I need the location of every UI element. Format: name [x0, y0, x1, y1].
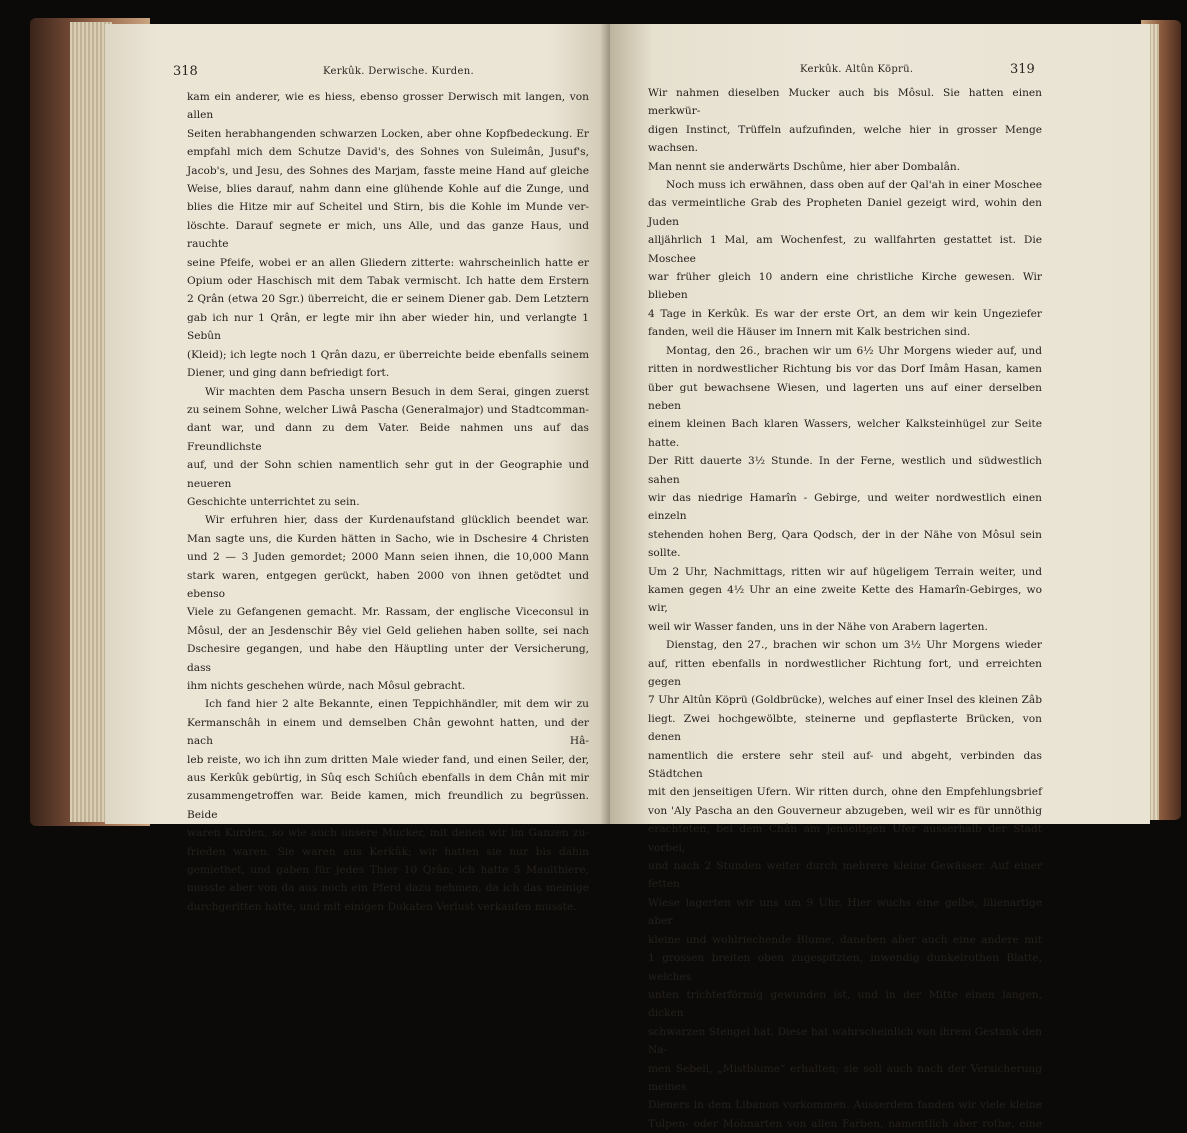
- text-line: blies die Hitze mir auf Scheitel und Stirn, bis die Kohle im Munde ver-: [187, 201, 589, 214]
- text-line: durchgeritten hatte, und mit einigen Dukaten Verlust verkaufen musste.: [187, 900, 577, 913]
- text-line: Kermanschâh in einem und demselben Chân gewohnt hatten, und der nach Hâ-: [187, 716, 589, 748]
- text-line: gab ich nur 1 Qrân, er legte mir ihn aber wieder hin, und verlangte 1 Sebûn: [187, 311, 589, 343]
- running-head: Kerkûk. Derwische. Kurden.: [323, 66, 474, 77]
- text-line: Montag, den 26., brachen wir um 6½ Uhr Morgens wieder auf, und: [666, 344, 1042, 357]
- text-line: empfahl mich dem Schutze David's, des Sohnes von Suleimân, Jusuf's,: [187, 146, 589, 159]
- text-line: Diener, und ging dann befriedigt fort.: [187, 367, 390, 380]
- text-line: Wir erfuhren hier, dass der Kurdenaufstand glücklich beendet war.: [205, 514, 589, 527]
- text-line: 1 grossen breiten oben zugespitzten, inwendig dunkelrothen Blatte, welches: [648, 952, 1042, 983]
- text-line: und 2 — 3 Juden gemordet; 2000 Mann seien ihnen, die 10,000 Mann: [187, 551, 589, 564]
- page-number: 319: [1010, 62, 1035, 77]
- left-page: [105, 24, 610, 913]
- text-line: men Sebeli, „Mistblume“ erhalten; sie soll auch nach der Versicherung meines: [648, 1062, 1042, 1093]
- text-line: stark waren, entgegen gerückt, haben 2000 von ihnen getödtet und ebenso: [187, 569, 589, 600]
- text-line: Seiten herabhangenden schwarzen Locken, aber ohne Kopfbedeckung. Er: [187, 127, 589, 140]
- text-line: zu seinem Sohne, welcher Liwâ Pascha (Generalmajor) und Stadtcomman-: [187, 403, 589, 416]
- text-line: mit den jenseitigen Ufern. Wir ritten durch, ohne den Empfehlungsbrief: [648, 786, 1042, 799]
- text-line: musste aber von da aus noch ein Pferd dazu nehmen, da ich das meinige: [187, 882, 589, 895]
- right-page: [610, 24, 1150, 1130]
- text-line: Dieners in dem Libanon vorkommen. Ausserdem fanden wir viele kleine: [648, 1099, 1042, 1112]
- text-line: leb reiste, wo ich ihn zum dritten Male wieder fand, und einen Seiler, der,: [187, 753, 589, 766]
- text-line: waren Kurden, so wie auch unsere Mucker, mit denen wir im Ganzen zu-: [187, 827, 589, 840]
- text-line: und nach 2 Stunden weiter durch mehrere kleine Gewässer. Auf einer fetten: [648, 860, 1042, 891]
- text-line: kamen gegen 4½ Uhr an eine zweite Kette des Hamarîn-Gebirges, wo wir,: [648, 583, 1042, 615]
- text-line: Man nennt sie anderwärts Dschûme, hier aber Dombalân.: [648, 160, 961, 173]
- left-page-header: [173, 64, 593, 84]
- right-page-header: [650, 62, 1035, 84]
- text-line: liegt. Zwei hochgewölbte, steinerne und gepflasterte Brücken, von denen: [648, 712, 1042, 744]
- text-line: einem kleinen Bach klaren Wassers, welcher Kalksteinhügel zur Seite hatte.: [648, 418, 1042, 449]
- text-line: war früher gleich 10 andern eine christliche Kirche gewesen. Wir blieben: [648, 271, 1042, 302]
- text-line: Dschesire gegangen, und habe den Häuptling unter der Versicherung, dass: [187, 643, 589, 674]
- text-line: Weise, blies darauf, nahm dann eine glühende Kohle auf die Zunge, und: [187, 183, 589, 196]
- right-page-body: [648, 84, 1042, 1133]
- text-line: dant war, und dann zu dem Vater. Beide nahmen uns auf das Freundlichste: [187, 422, 589, 453]
- text-line: namentlich die erstere sehr steil auf- und abgeht, verbinden das Städtchen: [648, 749, 1042, 781]
- text-line: schwarzen Stengel hat. Diese hat wahrscheinlich von ihrem Gestank den Na-: [648, 1025, 1042, 1057]
- text-line: Opium oder Haschisch mit dem Tabak vermischt. Ich hatte dem Erstern: [187, 275, 589, 288]
- text-line: Wiese lagerten wir uns um 9 Uhr. Hier wuchs eine gelbe, lilienartige aber: [648, 896, 1042, 928]
- text-line: Man sagte uns, die Kurden hätten in Sacho, wie in Dschesire 4 Christen: [187, 532, 589, 545]
- text-line: löschte. Darauf segnete er mich, uns Alle, und das ganze Haus, und rauchte: [187, 219, 589, 251]
- text-line: 2 Qrân (etwa 20 Sgr.) überreicht, die er seinem Diener gab. Dem Letztern: [187, 293, 589, 306]
- text-line: Ich fand hier 2 alte Bekannte, einen Teppichhändler, mit dem wir zu: [205, 698, 589, 711]
- text-line: ihm nichts geschehen würde, nach Môsul gebracht.: [187, 680, 466, 692]
- text-line: 7 Uhr Altûn Köprü (Goldbrücke), welches auf einer Insel des kleinen Zâb: [648, 694, 1042, 707]
- text-line: Viele zu Gefangenen gemacht. Mr. Rassam, der englische Viceconsul in: [187, 606, 589, 619]
- text-line: 4 Tage in Kerkûk. Es war der erste Ort, an dem wir kein Ungeziefer: [648, 307, 1042, 320]
- text-line: über gut bewachsene Wiesen, und lagerten uns auf einer derselben neben: [648, 381, 1042, 412]
- text-line: kleine und wohlriechende Blume, daneben aber auch eine andere mit: [648, 933, 1042, 946]
- left-page-body: [187, 88, 589, 916]
- text-line: fanden, weil die Häuser im Innern mit Kalk bestrichen sind.: [648, 326, 971, 339]
- text-line: das vermeintliche Grab des Propheten Daniel gezeigt wird, wohin den Juden: [648, 197, 1042, 228]
- text-line: Môsul, der an Jesdenschir Bêy viel Geld geliehen haben sollte, sei nach: [187, 624, 589, 637]
- text-line: Jacob's, und Jesu, des Sohnes des Marjam, fasste meine Hand auf gleiche: [187, 164, 589, 177]
- text-line: Wir machten dem Pascha unsern Besuch in dem Serai, gingen zuerst: [205, 385, 589, 398]
- text-line: zusammengetroffen war. Beide kamen, mich freundlich zu begrüssen. Beide: [187, 790, 589, 821]
- text-line: Der Ritt dauerte 3½ Stunde. In der Ferne, westlich und südwestlich sahen: [648, 455, 1042, 486]
- text-line: gemiethet, und gaben für jedes Thier 10 Qrân; ich hatte 5 Maulthiere,: [187, 864, 589, 877]
- text-line: weil wir Wasser fanden, uns in der Nähe von Arabern lagerten.: [648, 620, 988, 633]
- text-line: auf, ritten ebenfalls in nordwestlicher Richtung fort, und erreichten gegen: [648, 657, 1042, 688]
- text-line: Geschichte unterrichtet zu sein.: [187, 495, 360, 508]
- text-line: von 'Aly Pascha an den Gouverneur abzugeben, weil wir es für unnöthig: [648, 804, 1042, 817]
- text-line: stehenden hohen Berg, Qara Qodsch, der in der Nähe von Môsul sein sollte.: [648, 528, 1042, 560]
- text-line: Wir nahmen dieselben Mucker auch bis Môsul. Sie hatten einen merkwür-: [648, 87, 1042, 118]
- page-number: 318: [173, 64, 198, 79]
- text-line: aus Kerkûk gebürtig, in Sûq esch Schiûch ebenfalls in dem Chân mit mir: [187, 772, 589, 785]
- text-line: frieden waren. Sie waren aus Kerkûk; wir hatten sie nur bis dahin: [187, 845, 589, 858]
- running-head: Kerkûk. Altûn Köprü.: [800, 64, 914, 75]
- text-line: (Kleid); ich legte noch 1 Qrân dazu, er überreichte beide ebenfalls seinem: [187, 348, 589, 361]
- text-line: Tulpen- oder Mohnarten von allen Farben, namentlich aber rothe, eine: [648, 1117, 1042, 1130]
- text-line: Dienstag, den 27., brachen wir schon um 3½ Uhr Morgens wieder: [666, 639, 1042, 652]
- text-line: erachteten, bei dem Chân am jenseitigen Ufer ausserhalb der Stadt vorbei,: [648, 823, 1042, 854]
- text-line: Um 2 Uhr, Nachmittags, ritten wir auf hügeligem Terrain weiter, und: [648, 565, 1042, 578]
- text-line: auf, und der Sohn schien namentlich sehr gut in der Geographie und neueren: [187, 459, 589, 490]
- text-line: ritten in nordwestlicher Richtung bis vor das Dorf Imâm Hasan, kamen: [648, 363, 1042, 376]
- text-line: wir das niedrige Hamarîn - Gebirge, und weiter nordwestlich einen einzeln: [648, 491, 1042, 523]
- text-line: kam ein anderer, wie es hiess, ebenso grosser Derwisch mit langen, von allen: [187, 91, 589, 122]
- text-line: unten trichterförmig gewunden ist, und in der Mitte einen langen, dicken: [648, 988, 1042, 1020]
- text-line: seine Pfeife, wobei er an allen Gliedern zitterte: wahrscheinlich hatte er: [187, 256, 589, 269]
- text-line: digen Instinct, Trüffeln aufzufinden, welche hier in grosser Menge wachsen.: [648, 123, 1042, 155]
- text-line: Noch muss ich erwähnen, dass oben auf der Qal'ah in einer Moschee: [666, 179, 1042, 192]
- text-line: alljährlich 1 Mal, am Wochenfest, zu wallfahrten gestattet ist. Die Moschee: [648, 234, 1042, 265]
